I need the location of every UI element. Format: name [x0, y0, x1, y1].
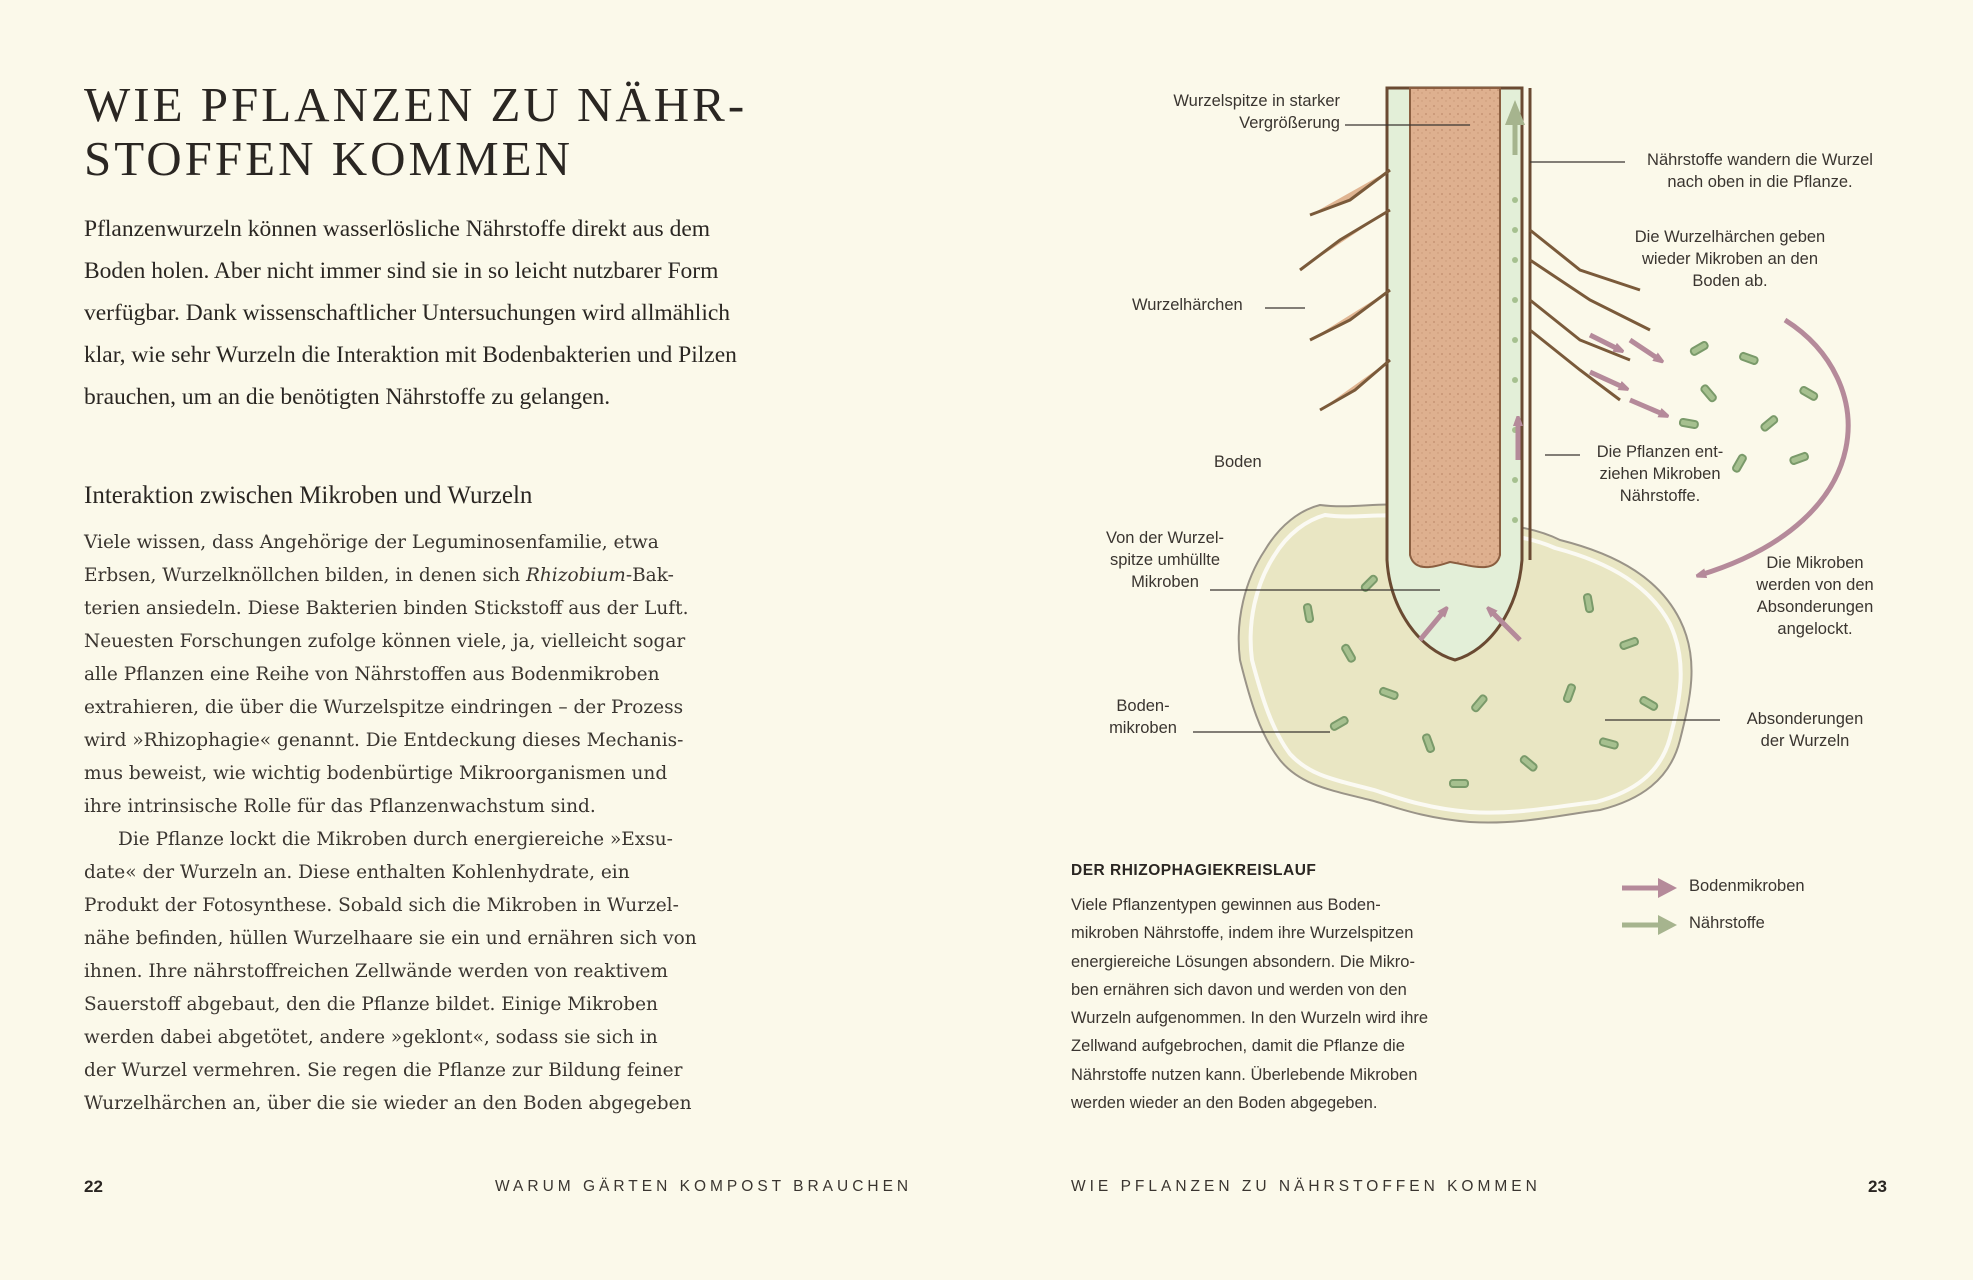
legend-arrows	[1622, 878, 1677, 935]
intro-line: klar, wie sehr Wurzeln die Interaktion mit Bodenbakterien und Pilzen	[84, 342, 737, 368]
label-root-tip: Wurzelspitze in starker Vergrößerung	[1173, 92, 1340, 132]
body-line-text: extrahieren, die über die Wurzelspitze eindringen – der Prozess	[84, 697, 684, 718]
body-line-text: Neuesten Forschungen zufolge können viele, ja, vielleicht sogar	[84, 631, 686, 652]
legend-nutrients: Nährstoffe	[1689, 914, 1765, 932]
label-exudates: Absonderungen der Wurzeln	[1746, 710, 1864, 750]
body-line-text: wird »Rhizophagie« genannt. Die Entdeckung dieses Mechanis-	[84, 730, 684, 751]
intro-line: verfügbar. Dank wissenschaftlicher Untersuchungen wird allmählich	[84, 300, 731, 326]
caption-text: Viele Pflanzentypen gewinnen aus Boden- mikroben Nährstoffe, indem ihre Wurzelspitzen energiereiche Lösungen absondern. Die Mikro- ben ernähren sich davon und werden von den Wurzeln aufgenommen. In den Wurzeln wird ihre Zellwand aufgebrochen, damit die Pflanze die Nährstoffe nutzen kann. Überlebende Mikroben werden wieder an den Boden abgegeben.	[1071, 896, 1429, 1113]
body-line-text: nähe befinden, hüllen Wurzelhaare sie ein und ernähren sich von	[84, 928, 697, 949]
label-soil-microbes: Boden- mikroben	[1109, 697, 1177, 737]
body-line-text: ihnen. Ihre nährstoffreichen Zellwände werden von reaktivem	[84, 961, 668, 982]
label-attracted: Die Mikroben werden von den Absonderungen angelockt.	[1756, 554, 1874, 638]
body-line-text: -Bak-	[625, 565, 674, 586]
label-root-hairs: Wurzelhärchen	[1132, 296, 1243, 314]
body-line-text: der Wurzel vermehren. Sie regen die Pflanze zur Bildung feiner	[84, 1060, 683, 1081]
body-line-text: terien ansiedeln. Diese Bakterien binden Stickstoff aus der Luft.	[84, 598, 689, 619]
intro-line: Boden holen. Aber nicht immer sind sie in so leicht nutzbarer Form	[84, 258, 719, 284]
label-enclosed: Von der Wurzel- spitze umhüllte Mikroben	[1106, 529, 1224, 591]
intro-line: brauchen, um an die benötigten Nährstoffe zu gelangen.	[84, 384, 611, 410]
body-line-text: Wurzelhärchen an, über die sie wieder an den Boden abgegeben	[84, 1093, 692, 1114]
intro-line: Pflanzenwurzeln können wasserlösliche Nährstoffe direkt aus dem	[84, 216, 711, 242]
body-line-text: Die Pflanze lockt die Mikroben durch energiereiche »Exsu-	[118, 829, 673, 850]
body-line-text: Viele wissen, dass Angehörige der Leguminosenfamilie, etwa	[84, 532, 659, 553]
label-hairs-release: Die Wurzelhärchen geben wieder Mikroben an den Boden ab.	[1634, 228, 1826, 290]
body-line-text: ihre intrinsische Rolle für das Pflanzenwachstum sind.	[84, 796, 596, 817]
title-line-1: WIE PFLANZEN ZU NÄHR-	[84, 77, 748, 132]
label-soil: Boden	[1214, 453, 1262, 471]
title-line-2: STOFFEN KOMMEN	[84, 131, 573, 186]
label-nutrients-up: Nährstoffe wandern die Wurzel nach oben in die Pflanze.	[1647, 151, 1873, 191]
italic-term: Rhizobium	[525, 565, 626, 586]
legend-microbes: Bodenmikroben	[1689, 877, 1805, 895]
running-head-right: WIE PFLANZEN ZU NÄHRSTOFFEN KOMMEN	[1071, 1178, 1541, 1195]
body-line-text: mus beweist, wie wichtig bodenbürtige Mikroorganismen und	[84, 763, 668, 784]
body-line-text: alle Pflanzen eine Reihe von Nährstoffen aus Bodenmikroben	[84, 664, 660, 685]
body-line-text: date« der Wurzeln an. Diese enthalten Kohlenhydrate, ein	[84, 862, 630, 883]
page-number-right: 23	[1868, 1177, 1887, 1196]
label-extract: Die Pflanzen ent- ziehen Mikroben Nährstoffe.	[1596, 443, 1724, 505]
caption-title: DER RHIZOPHAGIEKREISLAUF	[1071, 862, 1317, 879]
body-line-text: Erbsen, Wurzelknöllchen bilden, in denen sich	[84, 565, 526, 586]
root-hairs-left	[1300, 170, 1390, 410]
section-heading: Interaktion zwischen Mikroben und Wurzeln	[84, 482, 533, 509]
running-head-left: WARUM GÄRTEN KOMPOST BRAUCHEN	[495, 1178, 913, 1195]
page-number-left: 22	[84, 1177, 103, 1196]
body-line-text: Produkt der Fotosynthese. Sobald sich die Mikroben in Wurzel-	[84, 895, 679, 916]
body-line-text: werden dabei abgetötet, andere »geklont«, sodass sie sich in	[84, 1027, 658, 1048]
body-line-text: Sauerstoff abgebaut, den die Pflanze bildet. Einige Mikroben	[84, 994, 658, 1015]
root-core	[1410, 88, 1500, 567]
